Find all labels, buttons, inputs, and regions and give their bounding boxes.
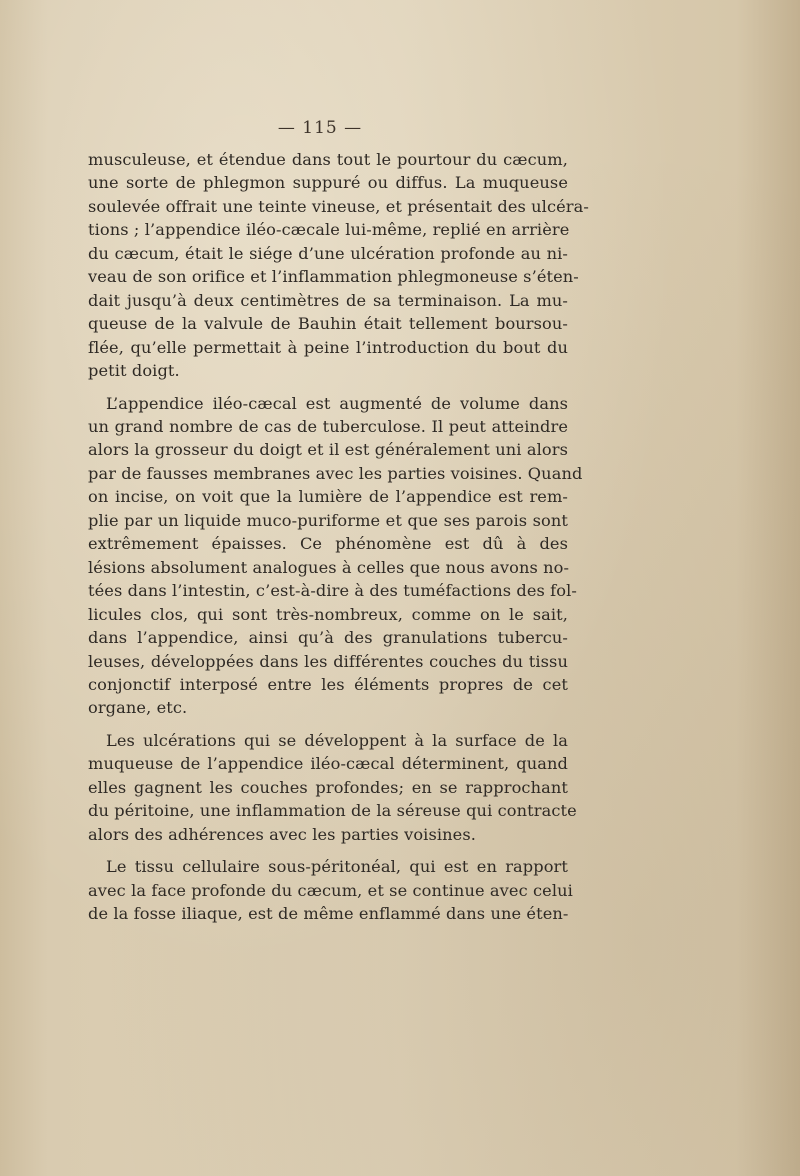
text-line: par de fausses membranes avec les parties voisines. Quand: [88, 463, 583, 483]
text-line: extrêmement épaisses. Ce phénomène est dû à des: [88, 534, 568, 554]
text-line: elles gagnent les couches profondes; en se rapprochant: [88, 777, 568, 797]
text-line: organe, etc.: [88, 698, 188, 718]
text-line: conjonctif interposé entre les éléments propres de cet: [88, 674, 568, 694]
text-line: du péritoine, une inflammation de la séreuse qui contracte: [88, 801, 577, 821]
text-line: un grand nombre de cas de tuberculose. Il peut atteindre: [88, 416, 568, 436]
text-line: du cæcum, était le siége d’une ulcération profonde au ni-: [88, 243, 568, 263]
text-line: de la fosse iliaque, est de même enflammé dans une éten-: [88, 904, 569, 924]
text-line: une sorte de phlegmon suppuré ou diffus. La muqueuse: [88, 173, 568, 193]
text-line: alors des adhérences avec les parties voisines.: [88, 824, 476, 844]
text-line: musculeuse, et étendue dans tout le pourtour du cæcum,: [88, 150, 568, 169]
text-line: soulevée offrait une teinte vineuse, et présentait des ulcéra-: [88, 196, 589, 216]
text-line: petit doigt.: [88, 361, 180, 381]
text-line: avec la face profonde du cæcum, et se continue avec celui: [88, 880, 573, 900]
page-number: — 115 —: [277, 118, 363, 138]
text-line: L’appendice iléo-cæcal est augmenté de volume dans: [106, 393, 568, 413]
text-line: muqueuse de l’appendice iléo-cæcal déterminent, quand: [88, 754, 568, 774]
text-line: lésions absolument analogues à celles que nous avons no-: [88, 557, 570, 577]
text-line: plie par un liquide muco-puriforme et que ses parois sont: [88, 510, 568, 530]
text-line: tions ; l’appendice iléo-cæcale lui-même, replié en arrière: [88, 220, 570, 240]
body-text: [88, 148, 589, 926]
text-line: tées dans l’intestin, c’est-à-dire à des tuméfactions des fol-: [88, 581, 577, 601]
text-line: dans l’appendice, ainsi qu’à des granulations tubercu-: [88, 628, 568, 648]
text-line: leuses, développées dans les différentes couches du tissu: [88, 651, 568, 671]
text-line: Les ulcérations qui se développent à la surface de la: [106, 730, 568, 750]
text-line: veau de son orifice et l’inflammation phlegmoneuse s’éten-: [88, 267, 579, 287]
text-line: flée, qu’elle permettait à peine l’introduction du bout du: [88, 337, 568, 357]
paragraph-4: [88, 855, 573, 925]
text-line: Le tissu cellulaire sous-péritonéal, qui est en rapport: [106, 857, 568, 877]
paragraph-3: [88, 729, 577, 846]
paragraph-1: [88, 148, 589, 383]
paragraph-2: [88, 392, 583, 720]
text-line: alors la grosseur du doigt et il est généralement uni alors: [88, 440, 568, 460]
text-line: licules clos, qui sont très-nombreux, comme on le sait,: [88, 604, 568, 624]
text-line: dait jusqu’à deux centimètres de sa terminaison. La mu-: [88, 290, 568, 310]
text-line: queuse de la valvule de Bauhin était tellement boursou-: [88, 314, 568, 334]
text-line: on incise, on voit que la lumière de l’appendice est rem-: [88, 487, 568, 507]
